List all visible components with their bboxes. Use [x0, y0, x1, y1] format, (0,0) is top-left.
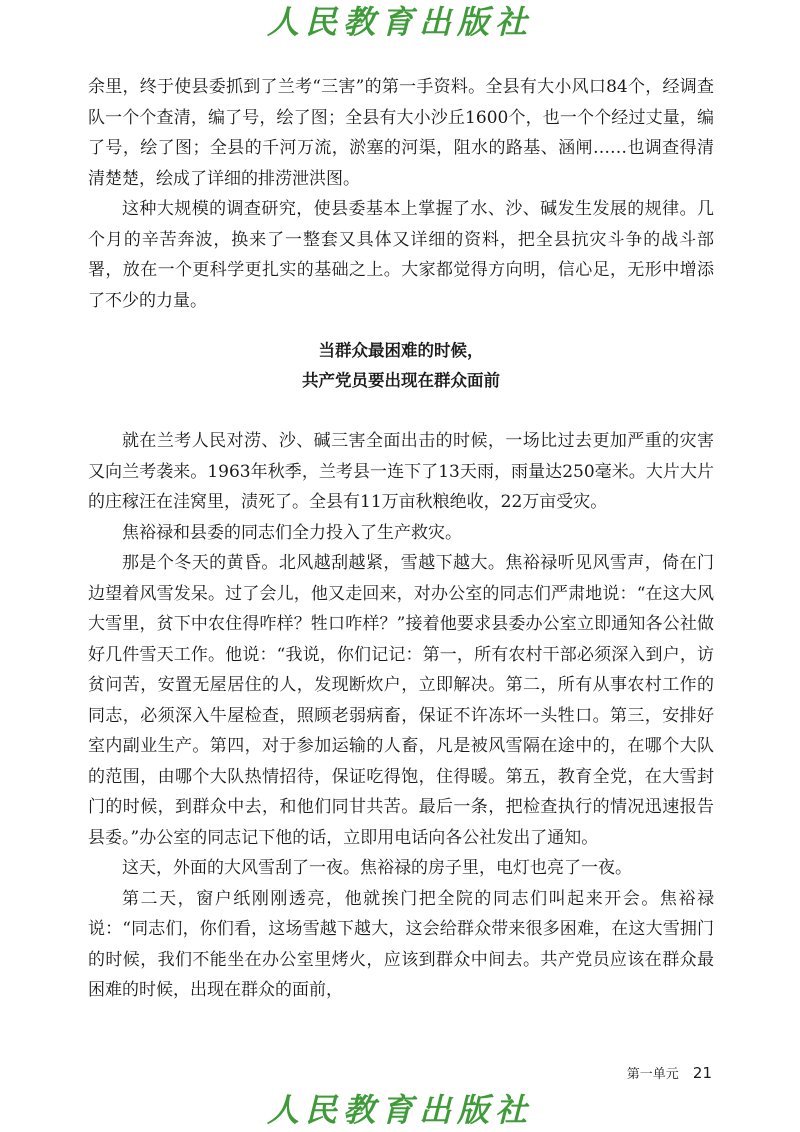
paragraph: 这种大规模的调查研究，使县委基本上掌握了水、沙、碱发生发展的规律。几个月的辛苦奔波，换来了一整套又具体又详细的资料，把全县抗灾斗争的战斗部署，放在一个更科学更扎实的基础之上。大家都觉得方向明，信心足，无形中增添了不少的力量。: [88, 199, 714, 311]
section-heading: [88, 336, 714, 396]
page-number: 21: [692, 1064, 712, 1082]
paragraph: 就在兰考人民对涝、沙、碱三害全面出击的时候，一场比过去更加严重的灾害又向兰考袭来。1963年秋季，兰考县一连下了13天雨，雨量达250毫米。大片大片的庄稼汪在洼窝里，渍死了。全县有11万亩秋粮绝收，22万亩受灾。: [88, 431, 714, 512]
section-heading-line-2: 共产党员要出现在群众面前: [302, 371, 500, 390]
section-heading-line-1: 当群众最困难的时候，: [318, 341, 484, 360]
paragraph: 这天，外面的大风雪刮了一夜。焦裕禄的房子里，电灯也亮了一夜。: [122, 858, 632, 878]
paragraph: 那是个冬天的黄昏。北风越刮越紧，雪越下越大。焦裕禄听见风雪声，倚在门边望着风雪发呆。过了会儿，他又走回来，对办公室的同志们严肃地说：“在这大风大雪里，贫下中农住得咋样？牲口咋样？”接着他要求县委办公室立即通知各公社做好几件雪天工作。他说：“我说，你们记记：第一，所有农村干部必须深入到户，访贫问苦，安置无屋居住的人，发现断炊户，立即解决。第二，所有从事农村工作的同志，必须深入牛屋检查，照顾老弱病畜，保证不许冻坏一头牲口。第三，安排好室内副业生产。第四，对于参加运输的人畜，凡是被风雪隔在途中的，在哪个大队的范围，由哪个大队热情招待，保证吃得饱，住得暖。第五，教育全党，在大雪封门的时候，到群众中去，和他们同甘共苦。最后一条，把检查执行的情况迅速报告县委。”办公室的同志记下他的话，立即用电话向各公社发出了通知。: [88, 553, 714, 848]
unit-label: 第一单元: [626, 1067, 679, 1082]
page-footer: [627, 1063, 712, 1085]
paragraph: 余里，终于使县委抓到了兰考“三害”的第一手资料。全县有大小风口84个，经调查队一个个查清，编了号，绘了图；全县有大小沙丘1600个，也一个个经过丈量，编了号，绘了图；全县的千河万流，淤塞的河渠，阻水的路基、涵闸……也调查得清清楚楚，绘成了详细的排涝泄洪图。: [88, 77, 714, 189]
paragraph: 焦裕禄和县委的同志们全力投入了生产救灾。: [122, 522, 462, 543]
paragraph: 第二天，窗户纸刚刚透亮，他就挨门把全院的同志们叫起来开会。焦裕禄说：“同志们，你们看，这场雪越下越大，这会给群众带来很多困难，在这大雪拥门的时候，我们不能坐在办公室里烤火，应该到群众中间去。共产党员应该在群众最困难的时候，出现在群众的面前，: [88, 888, 714, 1000]
publisher-logo-bottom: 人民教育出版社: [266, 1091, 533, 1129]
publisher-logo-top: 人民教育出版社: [266, 3, 533, 41]
page-body: [88, 72, 714, 1006]
